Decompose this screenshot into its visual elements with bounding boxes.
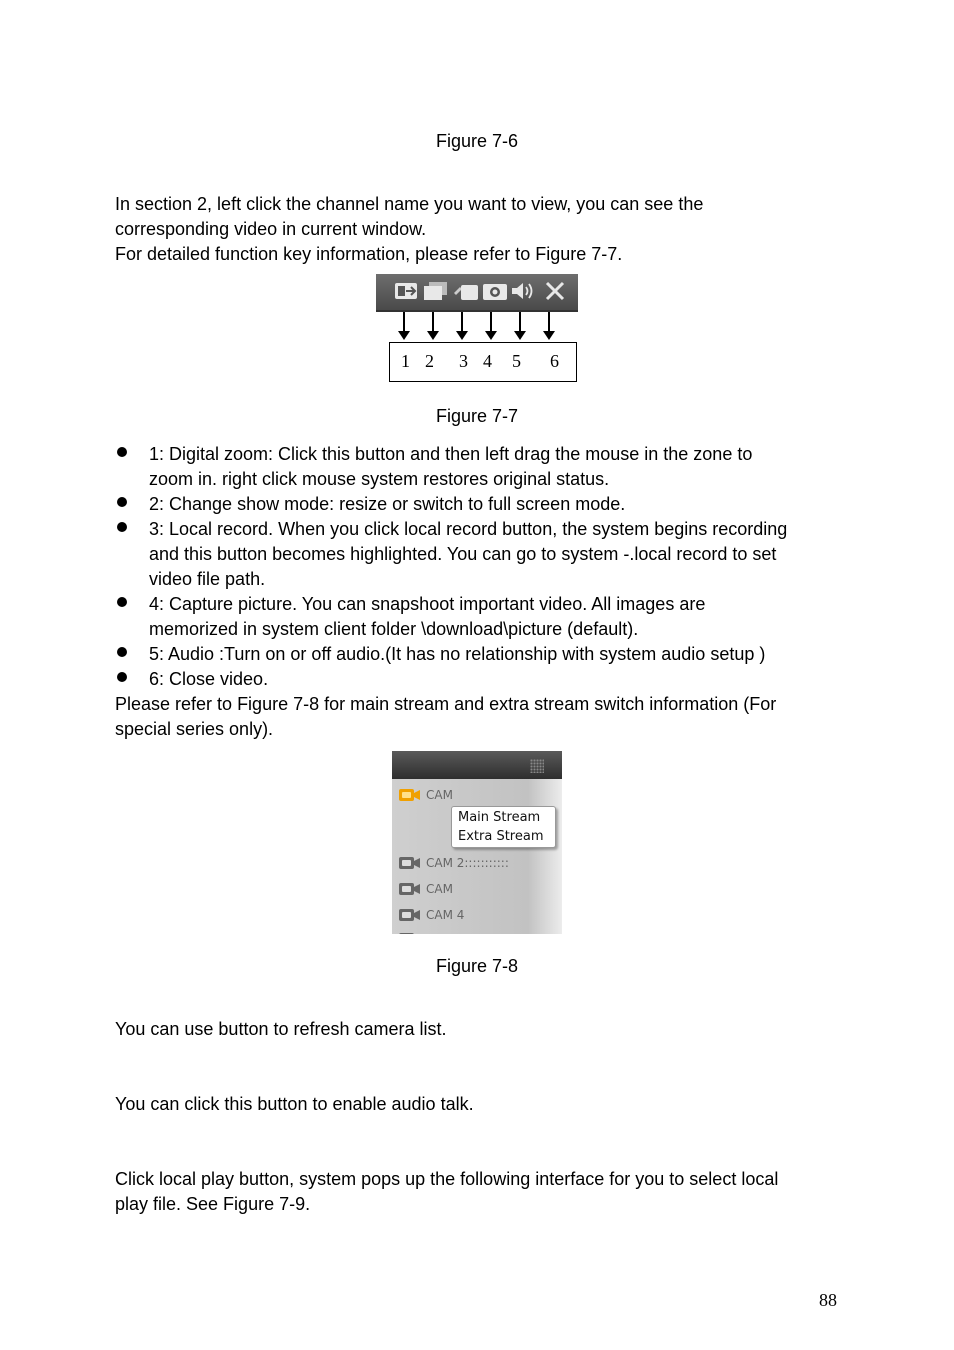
camera-icon: [398, 855, 422, 871]
bullet-text: 4: Capture picture. You can snapshoot important video. All images are: [149, 594, 706, 614]
bullet-dot: [117, 522, 127, 532]
toolbar-number: 2: [425, 351, 434, 371]
figure-7-6-caption: Figure 7-6: [435, 131, 519, 151]
bullet-text: and this button becomes highlighted. You can go to system -.local record to set: [149, 544, 777, 564]
page-number: 88: [819, 1290, 837, 1310]
stream-context-menu: [451, 806, 556, 848]
camera-item-active[interactable]: [398, 787, 453, 805]
arrow-6: [548, 312, 550, 334]
toolbar-number-box: [389, 342, 577, 382]
grip-icon: [530, 759, 544, 773]
camera-item[interactable]: [398, 907, 465, 925]
camera-item-partial: [398, 931, 422, 934]
paragraph-line: You can click this button to enable audio talk.: [115, 1094, 474, 1114]
bullet-dot: [117, 647, 127, 657]
bullet-dot: [117, 672, 127, 682]
paragraph-line: corresponding video in current window.: [115, 219, 427, 239]
arrow-1: [403, 312, 405, 334]
bullet-dot: [117, 447, 127, 457]
camera-list-figure: [392, 751, 562, 934]
toolbar-number: 6: [550, 351, 559, 371]
local-record-icon: [452, 281, 480, 301]
close-icon: [544, 281, 566, 301]
toolbar-number: 4: [483, 351, 492, 371]
paragraph-line: special series only).: [115, 719, 274, 739]
arrow-3: [461, 312, 463, 334]
bullet-text: memorized in system client folder \download\picture (default).: [149, 619, 639, 639]
camera-icon: [398, 931, 422, 934]
video-toolbar-figure: [376, 274, 578, 312]
camera-label: CAM 4: [426, 908, 465, 922]
bullet-text: 5: Audio :Turn on or off audio.(It has no relationship with system audio setup ): [149, 644, 766, 664]
camera-label: CAM 2:::::::::::: [426, 856, 509, 870]
figure-7-7-caption: Figure 7-7: [435, 406, 519, 426]
camera-icon: [398, 907, 422, 923]
camera-label: CAM: [426, 788, 453, 802]
menu-item-main-stream[interactable]: Main Stream: [458, 810, 541, 825]
arrow-2: [432, 312, 434, 334]
bullet-text: video file path.: [149, 569, 266, 589]
toolbar-number: 5: [512, 351, 521, 371]
audio-icon: [510, 281, 538, 301]
figure-7-8-caption: Figure 7-8: [435, 956, 519, 976]
bullet-text: 2: Change show mode: resize or switch to full screen mode.: [149, 494, 626, 514]
arrow-4: [490, 312, 492, 334]
paragraph-line: Please refer to Figure 7-8 for main stream and extra stream switch information (For: [115, 694, 777, 714]
bullet-text: 1: Digital zoom: Click this button and then left drag the mouse in the zone to: [149, 444, 753, 464]
paragraph-line: Click local play button, system pops up the following interface for you to select local: [115, 1169, 779, 1189]
camera-item[interactable]: [398, 855, 509, 873]
show-mode-icon: [423, 281, 449, 301]
menu-item-extra-stream[interactable]: Extra Stream: [458, 829, 544, 844]
paragraph-line: You can use button to refresh camera list.: [115, 1019, 447, 1039]
paragraph-line: In section 2, left click the channel name you want to view, you can see the: [115, 194, 704, 214]
bullet-dot: [117, 597, 127, 607]
bullet-text: zoom in. right click mouse system restores original status.: [149, 469, 610, 489]
camera-label: CAM: [426, 882, 453, 896]
toolbar-number: 3: [459, 351, 468, 371]
digital-zoom-icon: [394, 281, 420, 301]
capture-picture-icon: [482, 281, 508, 301]
bullet-text: 3: Local record. When you click local record button, the system begins recording: [149, 519, 788, 539]
arrow-5: [519, 312, 521, 334]
camera-item[interactable]: [398, 881, 453, 899]
camera-icon: [398, 787, 422, 803]
paragraph-line: play file. See Figure 7-9.: [115, 1194, 311, 1214]
paragraph-line: For detailed function key information, please refer to Figure 7-7.: [115, 244, 623, 264]
camera-list-header: [392, 751, 562, 779]
toolbar-number: 1: [401, 351, 410, 371]
camera-icon: [398, 881, 422, 897]
bullet-dot: [117, 497, 127, 507]
bullet-text: 6: Close video.: [149, 669, 269, 689]
